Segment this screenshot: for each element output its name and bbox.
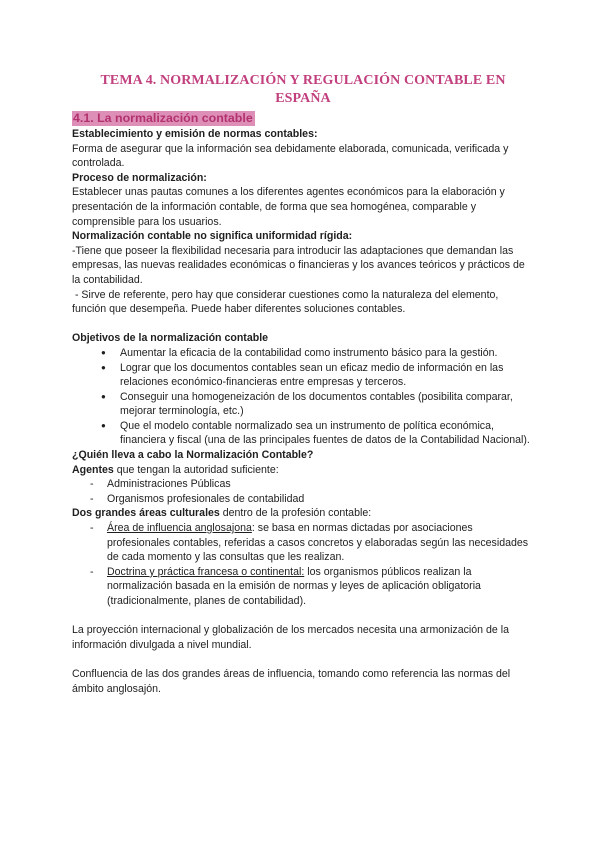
list-item: - Doctrina y práctica francesa o continental: los organismos públicos realizan la normalización basada en la emisión de normas y leyes de aplicación obligatoria (tradicionalmente, planes de contabilidad). <box>90 565 534 609</box>
list-item: - Área de influencia anglosajona: se basa en normas dictadas por asociaciones profesionales contables, referidas a casos concretos y elaboradas según las necesidades de cada momento y las consultas que les realizan. <box>90 521 534 565</box>
list-item: ● Conseguir una homogeneización de los documentos contables (posibilita comparar, mejorar terminología, etc.) <box>102 390 534 419</box>
document-content <box>72 72 534 696</box>
section-heading: 4.1. La normalización contable <box>73 111 253 125</box>
list-item: ● Lograr que los documentos contables sean un eficaz medio de información en las relaciones económico-financieras entre empresas y terceros. <box>102 361 534 390</box>
confluencia-text: Confluencia de las dos grandes áreas de influencia, tomando como referencia las normas del ámbito anglosajón. <box>72 667 511 695</box>
spacer <box>72 609 534 624</box>
list-item: ● Que el modelo contable normalizado sea un instrumento de política económica, financiera y fiscal (una de las principales fuentes de datos de la Contabilidad Nacional). <box>102 419 534 448</box>
agentes-line: Agentes que tengan la autoridad suficiente: <box>72 463 279 476</box>
areas-list <box>72 521 534 609</box>
no-rigidez-line-1: -Tiene que poseer la flexibilidad necesaria para introducir las adaptaciones que demandan las empresas, las nuevas realidades económicas o financieras y los avances teóricos y prácticos de la contabilidad. <box>72 244 525 286</box>
area-label: Área de influencia anglosajona <box>107 522 252 535</box>
list-item: - Administraciones Públicas <box>90 477 534 492</box>
areas-line: Dos grandes áreas culturales dentro de la profesión contable: <box>72 507 372 520</box>
proyeccion-text: La proyección internacional y globalización de los mercados necesita una armonización de la información divulgada a nivel mundial. <box>72 624 509 651</box>
list-item: ● Aumentar la eficacia de la contabilidad como instrumento básico para la gestión. <box>102 346 534 361</box>
quien-heading: ¿Quién lleva a cabo la Normalización Contable? <box>72 449 314 462</box>
no-rigidez-line-2: - Sirve de referente, pero hay que considerar cuestiones como la naturaleza del elemento, función que desempeña. Puede haber diferentes soluciones contables. <box>72 288 502 316</box>
spacer <box>72 317 534 332</box>
establecimiento-text: Forma de asegurar que la información sea debidamente elaborada, comunicada, verificada y controlada. <box>72 142 509 170</box>
establecimiento-heading: Establecimiento y emisión de normas contables: <box>72 128 318 140</box>
page-title: TEMA 4. NORMALIZACIÓN Y REGULACIÓN CONTABLE EN ESPAÑA <box>100 73 506 106</box>
spacer <box>72 652 534 667</box>
objetivos-list <box>72 346 534 448</box>
list-item: - Organismos profesionales de contabilidad <box>90 492 534 507</box>
agentes-list <box>72 477 534 506</box>
no-rigidez-heading: Normalización contable no significa uniformidad rígida: <box>72 230 353 243</box>
area-label: Doctrina y práctica francesa o continental: <box>107 565 305 578</box>
proceso-heading: Proceso de normalización: <box>72 171 207 184</box>
proceso-text: Establecer unas pautas comunes a los diferentes agentes económicos para la elaboración y presentación de la información contable, de forma que sea homogénea, comparable y comprensible para los usuarios. <box>72 186 505 228</box>
objetivos-heading: Objetivos de la normalización contable <box>72 332 269 345</box>
